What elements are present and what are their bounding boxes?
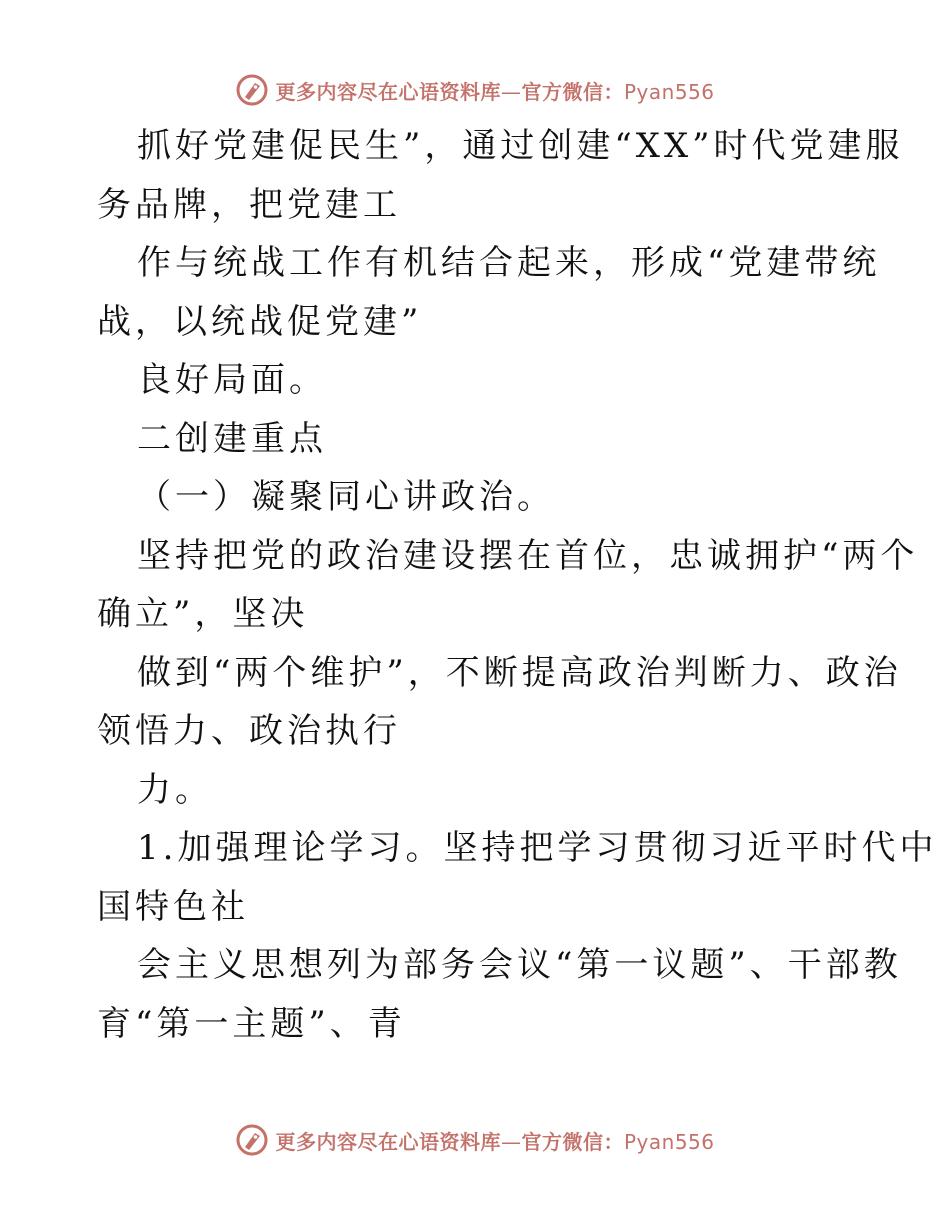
subsection-heading: （一）凝聚同心讲政治。 <box>137 477 555 517</box>
body-line: 会主义思想列为部务会议“第一议题”、干部教 <box>137 945 902 985</box>
body-line: 抓好党建促民生”，通过创建“XX”时代党建服 <box>137 126 904 166</box>
body-line: 确立”，坚决 <box>97 594 309 634</box>
body-line: 力。 <box>137 770 213 810</box>
body-line: 良好局面。 <box>137 360 327 400</box>
footer-banner-text <box>275 1126 714 1155</box>
body-line: 1.加强理论学习。坚持把学习贯彻习近平时代中 <box>137 828 938 868</box>
body-line: 领悟力、政治执行 <box>97 711 401 751</box>
body-line: 战，以统战促党建” <box>97 302 423 342</box>
footer-banner-wx-id: Pyan556 <box>623 1129 715 1154</box>
header-banner-dash: — <box>500 79 522 104</box>
body-line: 国特色社 <box>97 887 249 927</box>
header-banner-cn: 更多内容尽在心语资料库 <box>275 79 501 104</box>
header-banner-wx-label: 官方微信： <box>521 79 624 104</box>
footer-banner-wx-label: 官方微信： <box>521 1129 624 1154</box>
body-line: 作与统战工作有机结合起来，形成“党建带统 <box>137 243 881 283</box>
pen-nib-circle-icon <box>235 73 269 107</box>
header-banner-text <box>275 76 714 105</box>
body-line: 做到“两个维护”，不断提高政治判断力、政治 <box>137 653 902 693</box>
footer-banner-cn: 更多内容尽在心语资料库 <box>275 1129 501 1154</box>
body-line: 坚持把党的政治建设摆在首位，忠诚拥护“两个 <box>137 536 919 576</box>
section-heading: 二创建重点 <box>137 419 327 459</box>
header-banner-wx-id: Pyan556 <box>623 79 715 104</box>
header-banner <box>0 72 950 108</box>
body-line: 务品牌，把党建工 <box>97 185 401 225</box>
body-line: 育“第一主题”、青 <box>97 1004 406 1044</box>
footer-banner-dash: — <box>500 1129 522 1154</box>
pen-nib-circle-icon <box>235 1123 269 1157</box>
footer-banner <box>0 1122 950 1158</box>
